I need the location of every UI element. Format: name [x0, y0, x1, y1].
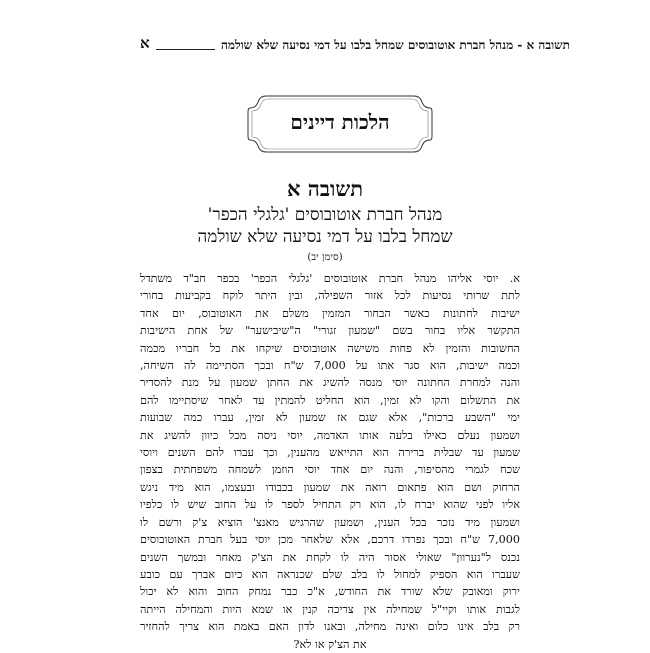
- body-line: א. יוסי אליהו מנהל חברת אוטובוסים 'גלגלי הכפר' בכפר חב"ד משתדל: [140, 272, 520, 285]
- body-line: לגבות אותו וקיי"ל שמחילה אין צריכה קנין או שמא היות והמחילה הייתה: [140, 602, 520, 616]
- body-line: את התשלום והקו לא זמין, הוא החליט להמתין עד לאחר שיסתיימו להם: [140, 393, 520, 407]
- header-rule: [156, 49, 215, 50]
- page-letter: א: [140, 34, 150, 52]
- subject-line-1: מנהל חברת אוטובוסים 'גלגלי הכפר': [207, 205, 443, 225]
- responsum-title: תשובה א: [286, 176, 364, 201]
- body-line: התקשר אליו בחור בשם "שמעון זגורי" ה"שיבישער" של אחת הישיבות: [140, 324, 520, 338]
- body-line: ישיבות לחתונות כאשר הבחור המזמין משלם את האוטובוס, יום אחד: [140, 306, 520, 320]
- body-line: ירוק ומאובק שלא שורד את החודש, א"כ כבר נמחק החוב והוא לא יכול: [140, 585, 520, 599]
- body-line: ימי "השבע ברכות", אלא שגם אז שמעון לא זמין, עברו כמה שבועות: [140, 411, 520, 425]
- body-line: לתת שרותי נסיעות לכל אזור השפילה, ובין היתר לוקח בקביעות בחורי: [140, 289, 520, 303]
- body-line: את הצ'ק או לא?: [293, 637, 367, 651]
- body-line: ושמעון מיד נזכר בכל הענין, ושמעון שהרגיש מאנצ' הוציא צ'ק ורשם לו: [140, 515, 520, 529]
- running-header: [140, 34, 570, 53]
- body-line: החשובות והזמין לא פחות משישה אוטובוסים שיקחו את כל חבריו מכמה: [140, 341, 520, 355]
- body-line: נכנס ל"נערוון" שאולי אסור היה לו לקחת את הצ'ק מאחר ובמשך השנים: [140, 550, 520, 564]
- body-line: והנה למחרת החתונה יוסי מנסה להשיג את החתן שמעון על מנת להסדיר: [140, 376, 520, 390]
- body-line: הרחוק ושם הוא פתאום רואה את שמעון בכבודו ובעצמו, הוא מיד ניגש: [140, 480, 520, 494]
- body-line: שעברו הוא הספיק למחול לו בלב שלם שכנראה הוא כיום אברך עם כובע: [140, 567, 520, 581]
- body-line: שמעון עד שבלית ברירה הוא התייאש מהענין, וכך עברו להם השנים ויוסי: [140, 446, 520, 460]
- body-line: 7,000 ש"ח ובכך נפרדו דרכם, אלא שלאחר מכן יוסי בעל חברת האוטובוסים: [140, 533, 520, 547]
- section-title-frame: [244, 92, 436, 156]
- responsum-subject: [170, 204, 480, 248]
- body-line: ושמעון נעלם כאילו בלעה אותו האדמה, יוסי ניסה מכל כיוון להשיג את: [140, 428, 520, 442]
- body-line: אליו לפני שהוא יברח לו, הוא רק התחיל לספר לו על החוב שיש לו כלפיו: [140, 498, 520, 512]
- running-title: תשובה א - מנהל חברת אוטובוסים שמחל בלבו על דמי נסיעה שלא שולמה: [220, 38, 570, 52]
- subject-line-2: שמחל בלבו על דמי נסיעה שלא שולמה: [197, 227, 453, 247]
- section-title: הלכות דיינים: [290, 110, 390, 134]
- body-line: רק בלב אינו כלום ואינה מחילה, ובאנו לדון האם באמת הוא צריך להחזיר: [140, 620, 520, 634]
- body-line: וכמה ישיבות, הוא סגר אתו על 7,000 ש"ח ובכך הסתיימה לה השיחה,: [140, 359, 520, 373]
- body-paragraph: [140, 270, 520, 653]
- body-line: שכח לגמרי מהסיפור, והנה יום אחד יוסי הוזמן לשמחה משפחתית בצפון: [140, 463, 520, 477]
- siman-reference: (סימן יב): [307, 252, 343, 263]
